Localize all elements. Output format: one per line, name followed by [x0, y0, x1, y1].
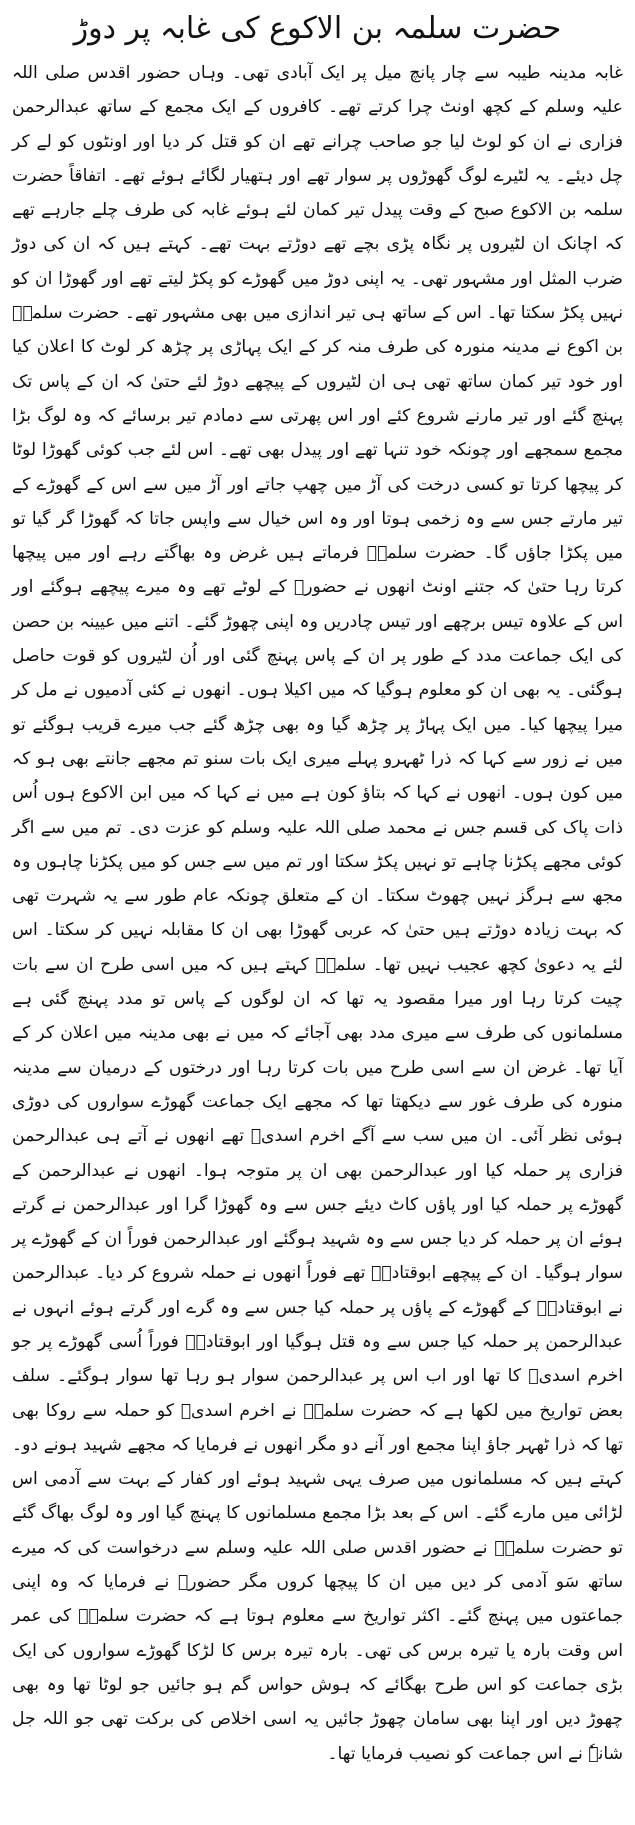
article-paragraph: غابہ مدینہ طیبہ سے چار پانچ میل پر ایک آبادی تھی۔ وہاں حضور اقدس صلی اللہ علیہ وسلم کے کچھ اونٹ چرا کرتے تھے۔ کافروں کے ایک مجمع کے ساتھ عبدالرحمن فزاری نے ان کو لوٹ لیا جو صاحب چرانے تھے ان کو قتل کر دیا اور اونٹوں کو لے کر چل دیئے۔ یہ لٹیرے لوگ گھوڑوں پر سوار تھے اور ہتھیار لگائے ہوئے تھے۔ اتفاقاً حضرت سلمہ بن الاکوع صبح کے وقت پیدل تیر کمان لئے ہوئے غابہ کی طرف چلے جارہے تھے کہ اچانک ان لٹیروں پر نگاہ پڑی بچے تھے دوڑتے بہت تھے۔ کہتے ہیں کہ ان کی دوڑ ضرب المثل اور مشہور تھی۔ یہ اپنی دوڑ میں گھوڑے کو پکڑ لیتے تھے اور گھوڑا ان کو نہیں پکڑ سکتا تھا۔ اس کے ساتھ ہی تیر اندازی میں بھی مشہور تھے۔ حضرت سلمہؓ بن اکوع نے مدینہ منورہ کی طرف منہ کر کے ایک پہاڑی پر چڑھ کر لوٹ کا اعلان کیا اور خود تیر کمان ساتھ تھی ہی ان لٹیروں کے پیچھے دوڑ لئے حتیٰ کہ ان کے پاس تک پہنچ گئے اور تیر مارنے شروع کئے اور اس پھرتی سے دمادم تیر برسائے کہ وہ لوگ بڑا مجمع سمجھے اور چونکہ خود تنہا تھے اور پیدل بھی تھے۔ اس لئے جب کوئی گھوڑا لوٹا کر پیچھا کرتا تو کسی درخت کی آڑ میں چھپ جاتے اور آڑ میں سے اس کے گھوڑے کے تیر مارتے جس سے وہ زخمی ہوتا اور وہ اس خیال سے واپس جاتا کہ گھوڑا گر گیا تو میں پکڑا جاؤں گا۔ حضرت سلمہؓ فرماتے ہیں غرض وہ بھاگتے رہے اور میں پیچھا کرتا رہا حتیٰ کہ جتنے اونٹ انھوں نے حضورؐ کے لوٹے تھے وہ میرے پیچھے ہوگئے اور اس کے علاوہ تیس برچھے اور تیس چادریں وہ اپنی چھوڑ گئے۔ اتنے میں عیینہ بن حصن کی ایک جماعت مدد کے طور پر ان کے پاس پہنچ گئی اور اُن لٹیروں کو قوت حاصل ہوگئی۔ یہ بھی ان کو معلوم ہوگیا کہ میں اکیلا ہوں۔ انھوں نے کئی آدمیوں نے مل کر میرا پیچھا کیا۔ میں ایک پہاڑ پر چڑھ گیا وہ بھی چڑھ گئے جب میرے قریب ہوگئے تو میں نے زور سے کہا کہ ذرا ٹھہرو پہلے میری ایک بات سنو تم مجھے جانتے بھی ہو کہ میں کون ہوں۔ انھوں نے کہا کہ بتاؤ کون ہے میں نے کہا کہ میں ابن الاکوع ہوں اُس ذات پاک کی قسم جس نے محمد صلی اللہ علیہ وسلم کو عزت دی۔ تم میں سے اگر کوئی مجھے پکڑنا چاہے تو نہیں پکڑ سکتا اور تم میں سے جس کو میں پکڑنا چاہوں وہ مجھ سے ہرگز نہیں چھوٹ سکتا۔ ان کے متعلق چونکہ عام طور سے یہ شہرت تھی کہ بہت زیادہ دوڑتے ہیں حتیٰ کہ عربی گھوڑا بھی ان کا مقابلہ نہیں کر سکتا۔ اس لئے یہ دعویٰ کچھ عجیب نہیں تھا۔ سلمہؓ کہتے ہیں کہ میں اسی طرح ان سے بات چیت کرتا رہا اور میرا مقصود یہ تھا کہ ان لوگوں کے پاس تو مدد پہنچ گئی ہے مسلمانوں کی طرف سے میری مدد بھی آجائے کہ میں نے بھی مدینہ میں اعلان کر کے آیا تھا۔ غرض ان سے اسی طرح میں بات کرتا رہا اور درختوں کے درمیان سے مدینہ منورہ کی طرف غور سے دیکھتا تھا کہ مجھے ایک جماعت گھوڑے سواروں کی دوڑی ہوئی نظر آئی۔ ان میں سب سے آگے اخرم اسدیؓ تھے انھوں نے آتے ہی عبدالرحمن فزاری پر حملہ کیا اور عبدالرحمن بھی ان پر متوجہ ہوا۔ انھوں نے عبدالرحمن کے گھوڑے پر حملہ کیا اور پاؤں کاٹ دیئے جس سے وہ گھوڑا گرا اور عبدالرحمن نے گرتے ہوئے ان پر حملہ کر دیا جس سے وہ شہید ہوگئے اور عبدالرحمن فوراً ان کے گھوڑے پر سوار ہوگیا۔ ان کے پیچھے ابوقتادہؓ تھے فوراً انھوں نے حملہ شروع کر دیا۔ عبدالرحمن نے ابوقتادہؓ کے گھوڑے کے پاؤں پر حملہ کیا جس سے وہ گرے اور گرتے ہوئے انہوں نے عبدالرحمن پر حملہ کیا جس سے وہ قتل ہوگیا اور ابوقتادہؓ فوراً اُسی گھوڑے پر جو اخرم اسدیؓ کا تھا اور اب اس پر عبدالرحمن سوار ہو رہا تھا سوار ہوگئے۔ سلف بعض تواریخ میں لکھا ہے کہ حضرت سلمہؓ نے اخرم اسدیؓ کو حملہ سے روکا بھی تھا کہ ذرا ٹھہر جاؤ اپنا مجمع اور آنے دو مگر انھوں نے فرمایا کہ مجھے شہید ہونے دو۔ کہتے ہیں کہ مسلمانوں میں صرف یہی شہید ہوئے اور کفار کے بہت سے آدمی اس لڑائی میں مارے گئے۔ اس کے بعد بڑا مجمع مسلمانوں کا پہنچ گیا اور وہ لوگ بھاگ گئے تو حضرت سلمہؓ نے حضور اقدس صلی اللہ علیہ وسلم سے درخواست کی کہ میرے ساتھ سَو آدمی کر دیں میں ان کا پیچھا کروں مگر حضورؐ نے فرمایا کہ وہ اپنی جماعتوں میں پہنچ گئے۔ اکثر تواریخ سے معلوم ہوتا ہے کہ حضرت سلمہؓ کی عمر اس وقت بارہ یا تیرہ برس کی تھی۔ بارہ تیرہ برس کا لڑکا گھوڑے سواروں کی ایک بڑی جماعت کو اس طرح بھگائے کہ ہوش حواس گم ہو جائیں جو لوٹا تھا وہ بھی چھوڑ دیں اور اپنا بھی سامان چھوڑ جائیں یہ اسی اخلاص کی برکت تھی جو اللہ جل شانہٗ نے اس جماعت کو نصیب فرمایا تھا۔ [12, 63, 624, 1764]
article-body [12, 56, 623, 1771]
article-title: حضرت سلمہ بن الاکوع کی غابہ پر دوڑ [73, 11, 562, 46]
